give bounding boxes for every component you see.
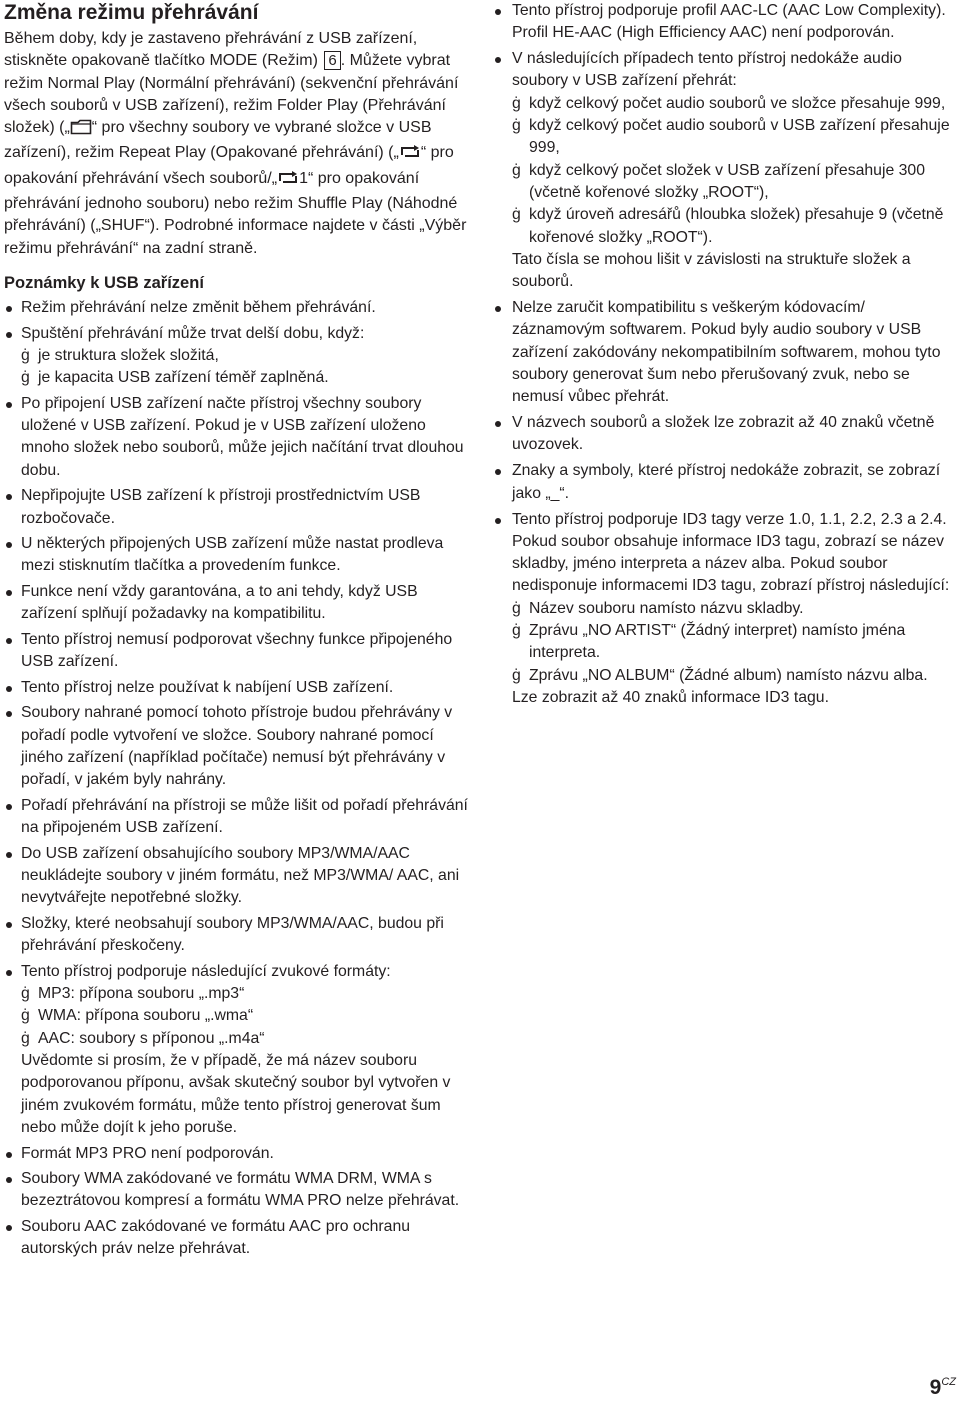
list-item-text: Nelze zaručit kompatibilitu s veškerým kódovacím/ záznamovým softwarem. Pokud byly audio soubory v USB zařízení zakódovány nekompatibilním softwarem, mohou tyto soubory generovat šum nebo přerušovaný zvuk, nebo se nemusí vůbec přehrát. xyxy=(512,299,941,406)
repeat-one-icon xyxy=(277,170,299,193)
sub-item-text: Zprávu „NO ALBUM“ (Žádné album) namísto názvu alba. xyxy=(529,666,928,684)
page-number-value: 9 xyxy=(929,1376,942,1399)
list-item-text: Soubory WMA zakódované ve formátu WMA DRM, WMA s bezeztrátovou kompresí a formátu WMA PRO nelze přehrávat. xyxy=(21,1170,460,1210)
intro-paragraph xyxy=(4,28,474,260)
notes-heading: Poznámky k USB zařízení xyxy=(4,273,204,292)
list-item-text: Tento přístroj podporuje ID3 tagy verze 1.0, 1.1, 2.2, 2.3 a 2.4. Pokud soubor obsahuje informace ID3 tagu, zobrazí se název skladby, jméno interpreta a název alba. Pokud soubor nedisponuje informacemi ID3 tagu, zobrazí přístroj následující: xyxy=(512,510,950,595)
sub-item-text: když celkový počet audio souborů ve složce přesahuje 999, xyxy=(529,94,946,112)
sub-item-text: když celkový počet audio souborů v USB zařízení přesahuje 999, xyxy=(529,117,950,157)
list-item xyxy=(490,509,958,710)
left-column xyxy=(4,0,474,1264)
sub-item-marker: ġ xyxy=(21,1007,30,1025)
list-item-text: Pořadí přehrávání na přístroji se může lišit od pořadí přehrávání na připojeném USB zařízení. xyxy=(21,796,468,837)
page-number xyxy=(930,1376,956,1400)
list-item-text: Po připojení USB zařízení načte přístroj všechny soubory uložené v USB zařízení. Pokud je v USB zařízení uloženo mnoho složek nebo souborů, může jejich načítání trvat dlouhou dobu. xyxy=(21,394,464,479)
list-item xyxy=(4,533,474,578)
sub-item-text: je struktura složek složitá, xyxy=(38,346,219,364)
sub-item xyxy=(21,1028,474,1050)
list-item xyxy=(4,1168,474,1213)
sub-item-marker: ġ xyxy=(512,117,521,135)
intro-text-e: “ pro opakování přehrávání všech souborů/„ xyxy=(4,144,454,187)
left-notes-list xyxy=(4,297,474,1261)
list-item-note: Lze zobrazit až 40 znaků informace ID3 tagu. xyxy=(512,688,829,706)
sub-item-text: WMA: přípona souboru „.wma“ xyxy=(38,1007,254,1025)
intro-text-f: 1“ pro opakování přehrávání jednoho souboru) nebo režim Shuffle Play (Náhodné přehrávání) („SHUF“). Podrobné informace najdete v části „Výběr režimu přehrávání“ na zadní straně. xyxy=(4,169,467,257)
right-column xyxy=(490,0,958,713)
sub-item xyxy=(21,1005,474,1027)
list-item-text: Tento přístroj nelze používat k nabíjení USB zařízení. xyxy=(21,678,394,696)
list-item xyxy=(4,702,474,791)
sub-item xyxy=(512,93,958,115)
list-item-text: V následujících případech tento přístroj nedokáže audio soubory v USB zařízení přehrát: xyxy=(512,50,902,90)
list-item-text: U některých připojených USB zařízení může nastat prodleva mezi stisknutím tlačítka a provedením funkce. xyxy=(21,535,444,575)
sub-item-marker: ġ xyxy=(21,369,30,387)
list-item-text: Tento přístroj podporuje profil AAC-LC (AAC Low Complexity). Profil HE-AAC (High Efficiency AAC) není podporován. xyxy=(512,2,946,42)
sub-item xyxy=(512,204,958,249)
intro-text-d: “ pro všechny soubory ve vybrané složce v USB zařízení), režim Repeat Play (Opakované přehrávání) („ xyxy=(4,119,432,162)
sub-item xyxy=(512,160,958,205)
list-item-text: Režim přehrávání nelze změnit během přehrávání. xyxy=(21,298,376,316)
list-item-text: V názvech souborů a složek lze zobrazit až 40 znaků včetně uvozovek. xyxy=(512,414,935,454)
list-item-text: Spuštění přehrávání může trvat delší dobu, když: xyxy=(21,324,365,342)
list-item xyxy=(4,677,474,699)
sub-item xyxy=(21,345,474,367)
list-item xyxy=(4,297,474,319)
sub-item-marker: ġ xyxy=(512,666,521,684)
list-item xyxy=(4,581,474,626)
sub-item-marker: ġ xyxy=(512,161,521,179)
sub-item-marker: ġ xyxy=(512,621,521,639)
list-item-text: Do USB zařízení obsahujícího soubory MP3/WMA/AAC neukládejte soubory v jiném formátu, než MP3/WMA/ AAC, ani nevytvářejte nepotřebné složky. xyxy=(21,844,460,907)
intro-text-c: Můžete vybrat režim Normal Play (Normální přehrávání) (sekvenční přehrávání všech souborů v USB zařízení), režim Folder Play (Přehrávání složek) („ xyxy=(4,52,459,137)
sub-item-text: když celkový počet složek v USB zařízení přesahuje 300 (včetně kořenové složky „ROOT“), xyxy=(529,161,925,201)
list-item-text: Znaky a symboly, které přístroj nedokáže zobrazit, se zobrazí jako „_“. xyxy=(512,462,941,502)
list-item xyxy=(4,323,474,390)
list-item-text: Formát MP3 PRO není podporován. xyxy=(21,1144,274,1162)
sub-item-text: AAC: soubory s příponou „.m4a“ xyxy=(38,1029,265,1047)
repeat-icon xyxy=(399,144,421,167)
sub-item-marker: ġ xyxy=(21,346,30,364)
sub-item xyxy=(512,598,958,620)
sub-item xyxy=(512,620,958,665)
sub-item-marker: ġ xyxy=(512,599,521,617)
list-item xyxy=(4,913,474,958)
right-notes-list xyxy=(490,0,958,709)
list-item xyxy=(4,485,474,530)
sub-item xyxy=(512,665,958,687)
list-item xyxy=(4,795,474,840)
sub-item xyxy=(512,115,958,160)
list-item xyxy=(4,1143,474,1165)
list-item-note: Uvědomte si prosím, že v případě, že má název souboru podporovanou příponu, avšak skutečný soubor byl vytvořen v jiném zvukovém formátu, může tento přístroj generovat šum nebo může dojít k jeho poruše. xyxy=(21,1052,451,1136)
list-item xyxy=(490,297,958,408)
sub-item-marker: ġ xyxy=(512,206,521,224)
sub-item xyxy=(21,983,474,1005)
list-item xyxy=(4,1216,474,1261)
sub-item-text: Název souboru namísto názvu skladby. xyxy=(529,599,804,617)
list-item xyxy=(490,412,958,457)
list-item xyxy=(490,0,958,45)
sub-item-text: když úroveň adresářů (hloubka složek) přesahuje 9 (včetně kořenové složky „ROOT“). xyxy=(529,206,944,246)
folder-icon xyxy=(70,119,92,142)
list-item-text: Tento přístroj podporuje následující zvukové formáty: xyxy=(21,962,391,980)
sub-item-marker: ġ xyxy=(21,1029,30,1047)
list-item xyxy=(4,393,474,482)
list-item-text: Tento přístroj nemusí podporovat všechny funkce připojeného USB zařízení. xyxy=(21,630,453,671)
list-item-text: Souboru AAC zakódované ve formátu AAC pro ochranu autorských práv nelze přehrávat. xyxy=(21,1218,411,1258)
list-item-note: Tato čísla se mohou lišit v závislosti na struktuře složek a souborů. xyxy=(512,250,911,291)
list-item-text: Funkce není vždy garantována, a to ani tehdy, když USB zařízení splňují požadavky na kompatibilitu. xyxy=(21,583,418,623)
list-item xyxy=(490,48,958,293)
page-language-code: CZ xyxy=(941,1376,956,1388)
sub-item-marker: ġ xyxy=(512,94,521,112)
key-number-box: 6 xyxy=(324,51,340,70)
page-heading: Změna režimu přehrávání xyxy=(4,1,259,24)
sub-item-marker: ġ xyxy=(21,985,30,1003)
list-item xyxy=(490,460,958,505)
list-item xyxy=(4,961,474,1139)
list-item xyxy=(4,843,474,910)
sub-item-text: je kapacita USB zařízení téměř zaplněná. xyxy=(38,369,329,387)
list-item-text: Nepřipojujte USB zařízení k přístroji prostřednictvím USB rozbočovače. xyxy=(21,487,421,527)
list-item-text: Složky, které neobsahují soubory MP3/WMA/AAC, budou při přehrávání přeskočeny. xyxy=(21,914,444,955)
list-item xyxy=(4,629,474,674)
sub-item-text: MP3: přípona souboru „.mp3“ xyxy=(38,985,245,1003)
intro-text-b: . xyxy=(340,52,346,70)
list-item-text: Soubory nahrané pomocí tohoto přístroje budou přehrávány v pořadí podle vytvoření ve složce. Soubory nahrané pomocí jiného zařízení (například počítače) nemusí být přehrávány v pořadí, v jakém byly nahrány. xyxy=(21,704,453,789)
sub-item-text: Zprávu „NO ARTIST“ (Žádný interpret) namísto jména interpreta. xyxy=(529,621,906,662)
sub-item xyxy=(21,367,474,389)
intro-text-a: Během doby, kdy je zastaveno přehrávání z USB zařízení, stiskněte opakovaně tlačítko MODE (Režim) xyxy=(4,30,418,70)
